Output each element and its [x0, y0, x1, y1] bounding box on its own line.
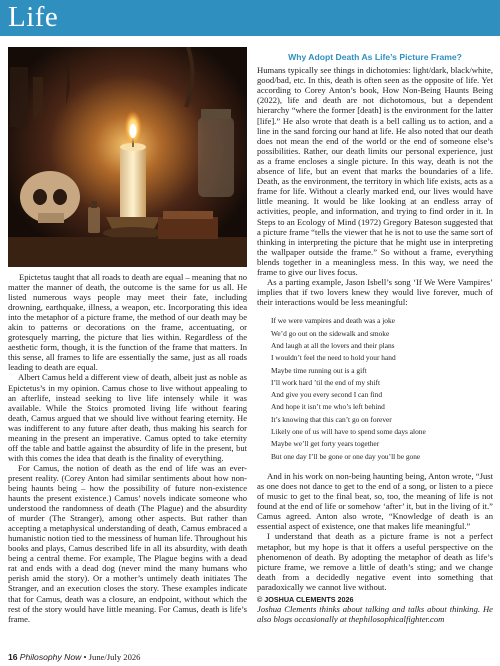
lyric-line: If we were vampires and death was a joke — [271, 316, 395, 326]
magazine-title: Philosophy Now — [19, 652, 82, 662]
lyric-line: And laugh at all the lovers and their plans — [271, 340, 395, 350]
lyric-line: And hope it isn’t me who’s left behind — [271, 402, 385, 412]
page-number: 16 — [8, 652, 18, 662]
subheading: Why Adopt Death As Life’s Picture Frame? — [288, 52, 462, 62]
page-footer — [8, 652, 140, 662]
lyric-line: We’d go out on the sidewalk and smoke — [271, 328, 390, 338]
left-paragraph: Albert Camus held a different view of death, albeit just as noble as Epictetus’s in my opinion. Camus chose to live without appealing to an afterlife, instead seeking to live life intensely while it was available. While the Stoics promoted living life without fearing death, Camus argued that we should live without fearing eternity. He was indifferent to any future after death, thus making his search for meaning in the present an imperative. Camus opted to take eternity off the table and battle against the absurdity of life in the present, but with this comes the idea that death is the finality of everything. — [8, 372, 247, 463]
issue-date: June/July 2026 — [88, 652, 141, 662]
lyric-line: Likely one of us will have to spend some days alone — [271, 427, 426, 437]
right-paragraph: Humans typically see things in dichotomies: light/dark, black/white, good/bad, etc. In this, death is often seen as the opposite of life. Yet according to Corey Anton’s book, How Non-Being Haunts Being (2022), life and death are not dichotomous, but a dependent hierarchy “where the former [death] is the environment for the latter [life].” He also wrote that death is a bell calling us to action, and a line in the sand forcing our hand at life. He also noted that our death does not mean the end of the world or the end of someone else’s possibilities. Rather, our death limits our personal experience, just as a frame encloses a single picture. In this way, death is not the absence of life, but an event that marks the boundaries of a life. Death, as the environment, the territory in which life exists, acts as a frame for life. Without a clearly marked end, our lives would have little meaning. It would be like looking at an endless array of activities, people, and information, and trying to find order in it. In Steps to an Ecology of Mind (1972) Gregory Bateson suggested that a picture frame “tells the viewer that he is not to use the same sort of thinking in interpreting the picture that he might use in interpreting the wallpaper outside the frame.” So without a frame, everything blends together in a meaningless mess. In this way, we need the frame to give our lives focus. — [257, 65, 494, 277]
lyric-line: It’s knowing that this can’t go on forever — [271, 414, 392, 424]
right-paragraph: And in his work on non-being haunting being, Anton wrote, “Just as one does not dance to get to the end of a song, or listen to a piece of music to get to the final beat, so, too, the meaning of life is not found at the end of life or somehow ‘after’ it, but in the living of it.” Camus agreed. Anton also wrote, “Knowledge of death is an essential aspect of existence, one that makes life meaningful.” — [257, 470, 493, 532]
left-column — [8, 272, 247, 624]
lyric-line: Maybe time running out is a gift — [271, 365, 367, 375]
lyric-line: But one day I’ll be gone or one day you’ll be gone — [271, 451, 421, 461]
left-paragraph: For Camus, the notion of death as the end of life was an ever-present reality. (Corey Anton had similar sentiments about how non-being haunts being – how the possibility of future non-existence haunts the present existence.) Camus’ novels indicate someone who understood the randomness of death (The Plague) and the absurdity of murder (The Stranger), among other aspects. But rather than accepting a metaphysical understanding of death, Camus embraced a humanistic notion tied to the messiness of human life. Throughout his books and plays, Camus described life in all its absurdity, with death being a central theme. For example, The Plague begins with a dead rat and ends with a dead dog (never mind the many humans who perish amid the story). Or a mother’s untimely death initiates The Stranger, and an execution closes the story. These examples indicate that for Camus, death was a closure, an endpoint, without which the rest of the story would have little meaning. For Camus, death is life’s frame. — [8, 462, 247, 624]
candle-skull-photo — [8, 47, 247, 267]
right-paragraph: I understand that death as a picture frame is not a perfect metaphor, but my hope is that it offers a useful perspective on the phenomenon of death. By adopting the metaphor of death as life’s picture frame, we remove a little of death’s sting; and we change death from a decidedly negative event into something that paradoxically we cannot live without. — [257, 531, 493, 592]
section-title: Life — [8, 1, 59, 33]
right-column — [257, 52, 493, 624]
copyright-line: © JOSHUA CLEMENTS 2026 — [257, 595, 354, 605]
left-paragraph: Epictetus taught that all roads to death are equal – meaning that no matter the manner of death, the outcome is the same for us all. He listed numerous ways people may meet their fate, including drowning, earthquake, illness, a weapon, etc. Incorporating this idea into the metaphor of a picture frame, the method of our death may be akin to patterns or decorations on the frame, accentuating, or grotesquely marring, the picture that lies within. Regardless of the aesthetic form, though, it is the function of the frame that matters. In this sense, all frames to life are essentially the same, just as all roads leading to death are equal. — [8, 272, 247, 373]
section-header-bar — [0, 0, 500, 36]
right-paragraph: As a parting example, Jason Isbell’s song ‘If We Were Vampires’ implies that if two lovers knew they would live forever, much of their interactions would be less meaningful: — [257, 277, 493, 308]
lyric-line: And give you every second I can find — [271, 390, 383, 400]
author-bio: Joshua Clements thinks about talking and talks about thinking. He also blogs occasionally at thephilosophicalfighter.com — [257, 604, 493, 625]
lyric-line: Maybe we’ll get forty years together — [271, 439, 380, 449]
lyric-line: I wouldn’t feel the need to hold your hand — [271, 353, 396, 363]
lyric-line: I’ll work hard ’til the end of my shift — [271, 377, 381, 387]
song-lyrics — [271, 315, 493, 463]
footer-separator: • — [83, 652, 87, 662]
magazine-name — [20, 652, 82, 662]
